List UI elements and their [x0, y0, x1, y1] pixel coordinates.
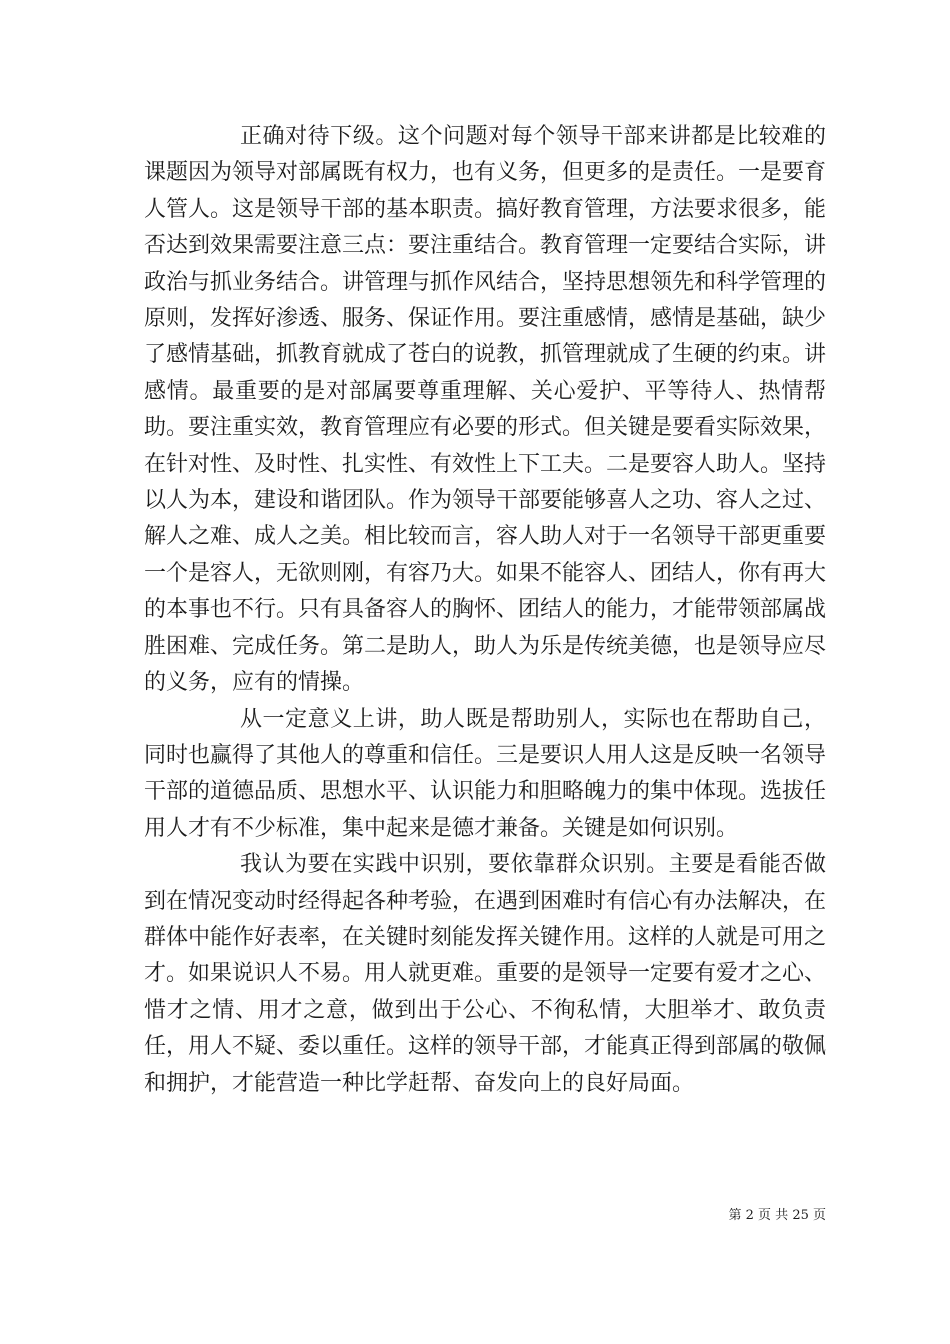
document-body: [144, 119, 826, 1102]
paragraph-3: 我认为要在实践中识别，要依靠群众识别。主要是看能否做到在情况变动时经得起各种考验，在遇到困难时有信心有办法解决，在群体中能作好表率，在关键时刻能发挥关键作用。这样的人就是可用之才。如果说识人不易。用人就更难。重要的是领导一定要有爱才之心、惜才之情、用才之意，做到出于公心、不徇私情，大胆举才、敢负责任，用人不疑、委以重任。这样的领导干部，才能真正得到部属的敬佩和拥护，才能营造一种比学赶帮、奋发向上的良好局面。: [144, 852, 827, 1096]
paragraph-1: 正确对待下级。这个问题对每个领导干部来讲都是比较难的课题因为领导对部属既有权力，也有义务，但更多的是责任。一是要育人管人。这是领导干部的基本职责。搞好教育管理，方法要求很多，能否达到效果需要注意三点：要注重结合。教育管理一定要结合实际，讲政治与抓业务结合。讲管理与抓作风结合，坚持思想领先和科学管理的原则，发挥好渗透、服务、保证作用。要注重感情，感情是基础，缺少了感情基础，抓教育就成了苍白的说教，抓管理就成了生硬的约束。讲感情。最重要的是对部属要尊重理解、关心爱护、平等待人、热情帮助。要注重实效，教育管理应有必要的形式。但关键是要看实际效果，在针对性、及时性、扎实性、有效性上下工夫。二是要容人助人。坚持以人为本，建设和谐团队。作为领导干部要能够喜人之功、容人之过、解人之难、成人之美。相比较而言，容人助人对于一名领导干部更重要一个是容人，无欲则刚，有容乃大。如果不能容人、团结人，你有再大的本事也不行。只有具备容人的胸怀、团结人的能力，才能带领部属战胜困难、完成任务。第二是助人，助人为乐是传统美德，也是领导应尽的义务，应有的情操。: [144, 124, 827, 696]
paragraph-2: 从一定意义上讲，助人既是帮助别人，实际也在帮助自己，同时也赢得了其他人的尊重和信任。三是要识人用人这是反映一名领导干部的道德品质、思想水平、认识能力和胆略魄力的集中体现。选拔任用人才有不少标准，集中起来是德才兼备。关键是如何识别。: [144, 706, 827, 841]
page-number-footer: 第 2 页 共 25 页: [728, 1208, 826, 1223]
